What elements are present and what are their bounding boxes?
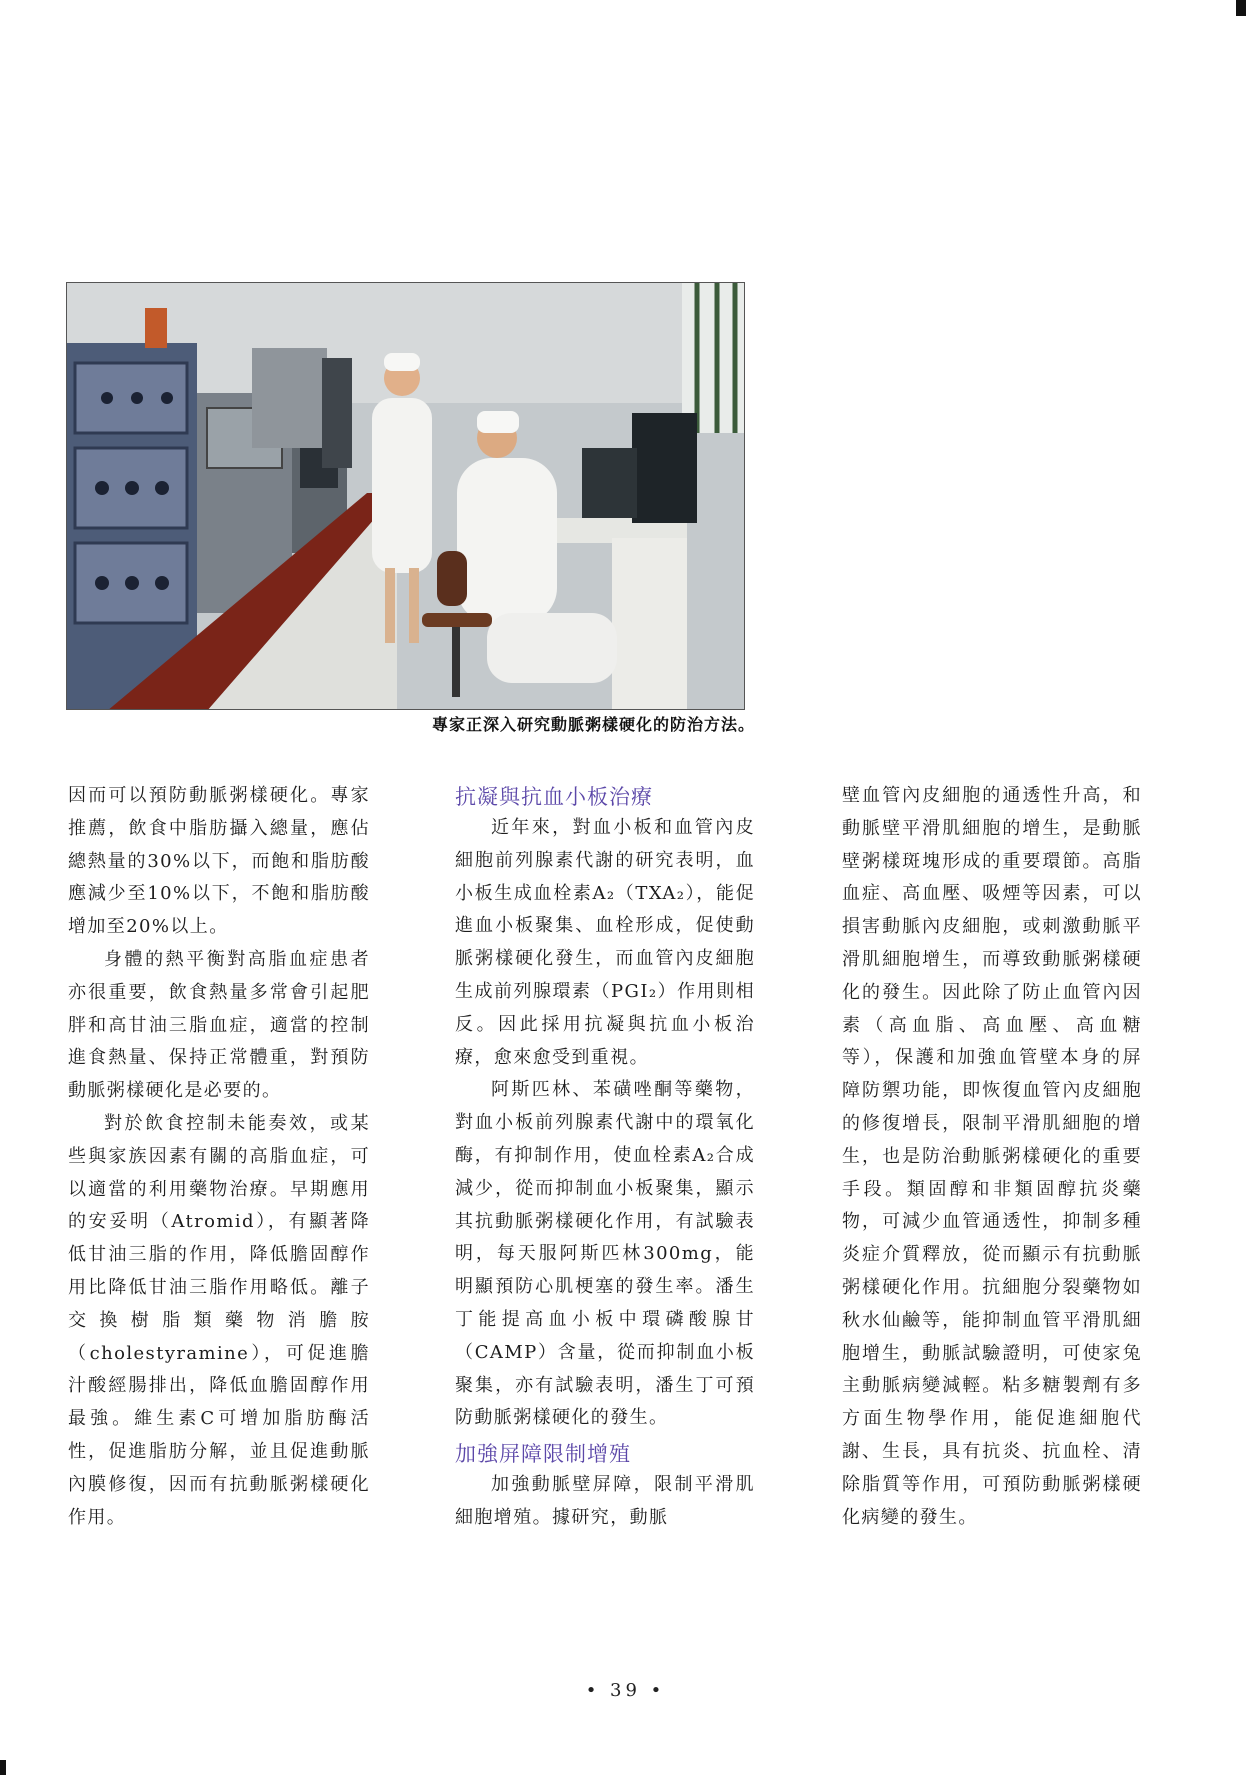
crop-mark-top-right <box>1236 0 1246 16</box>
section-heading-barrier: 加強屏障限制增殖 <box>455 1442 631 1467</box>
article-column-left <box>68 780 370 1534</box>
paragraph: 因而可以預防動脈粥樣硬化。專家推薦，飲食中脂肪攝入總量，應佔總熱量的30%以下，而飽和脂肪酸應減少至10%以下，不飽和脂肪酸增加至20%以上。 <box>68 785 370 938</box>
paragraph: 壁血管內皮細胞的通透性升高，和動脈壁平滑肌細胞的增生，是動脈壁粥樣斑塊形成的重要環節。高脂血症、高血壓、吸煙等因素，可以損害動脈內皮細胞，或刺激動脈平滑肌細胞增生，而導致動脈粥樣硬化的發生。因此除了防止血管內因素（高血脂、高血壓、高血糖等），保護和加強血管壁本身的屏障防禦功能，即恢復血管內皮細胞的修復增長，限制平滑肌細胞的增生，也是防治動脈粥樣硬化的重要手段。類固醇和非類固醇抗炎藥物，可減少血管通透性，抑制多種炎症介質釋放，從而顯示有抗動脈粥樣硬化作用。抗細胞分裂藥物如秋水仙鹼等，能抑制血管平滑肌細胞增生，動脈試驗證明，可使家兔主動脈病變減輕。粘多糖製劑有多方面生物學作用，能促進細胞代謝、生長，具有抗炎、抗血栓、清除脂質等作用，可預防動脈粥樣硬化病變的發生。 <box>842 785 1142 1528</box>
photo-caption: 專家正深入研究動脈粥樣硬化的防治方法。 <box>431 715 755 734</box>
paragraph: 近年來，對血小板和血管內皮細胞前列腺素代謝的研究表明，血小板生成血栓素A₂（TXA₂），能促進血小板聚集、血栓形成，促使動脈粥樣硬化發生，而血管內皮細胞生成前列腺環素（PGI₂）作用則相反。因此採用抗凝與抗血小板治療，愈來愈受到重視。 <box>455 817 755 1068</box>
paragraph: 身體的熱平衡對高脂血症患者亦很重要，飲食熱量多常會引起肥胖和高甘油三脂血症，適當的控制進食熱量、保持正常體重，對預防動脈粥樣硬化是必要的。 <box>68 948 370 1102</box>
section-heading-anticoagulation: 抗凝與抗血小板治療 <box>455 785 653 809</box>
paragraph: 對於飲食控制未能奏效，或某些與家族因素有關的高脂血症，可以適當的利用藥物治療。早期應用的安妥明（Atromid），有顯著降低甘油三脂的作用，降低膽固醇作用比降低甘油三脂作用略低。離子交換樹脂類藥物消膽胺（cholestyramine），可促進膽汁酸經腸排出，降低血膽固醇作用最強。維生素C可增加脂肪酶活性，促進脂肪分解，並且促進動脈內膜修復，因而有抗動脈粥樣硬化作用。 <box>68 1112 370 1528</box>
laboratory-photo <box>66 282 745 710</box>
page-number: • 39 • <box>585 1680 666 1701</box>
crop-mark-bottom-left <box>0 1760 6 1775</box>
article-column-right <box>842 780 1142 1534</box>
paragraph: 阿斯匹林、苯磺唑酮等藥物，對血小板前列腺素代謝中的環氧化酶，有抑制作用，使血栓素A₂合成減少，從而抑制血小板聚集，顯示其抗動脈粥樣硬化作用，有試驗表明，每天服阿斯匹林300mg，能明顯預防心肌梗塞的發生率。潘生丁能提高血小板中環磷酸腺甘（CAMP）含量，從而抑制血小板聚集，亦有試驗表明，潘生丁可預防動脈粥樣硬化的發生。 <box>455 1079 755 1429</box>
article-column-middle <box>455 782 755 1535</box>
paragraph: 加強動脈壁屏障，限制平滑肌細胞增殖。據研究，動脈 <box>455 1474 755 1528</box>
laboratory-illustration <box>67 283 745 710</box>
